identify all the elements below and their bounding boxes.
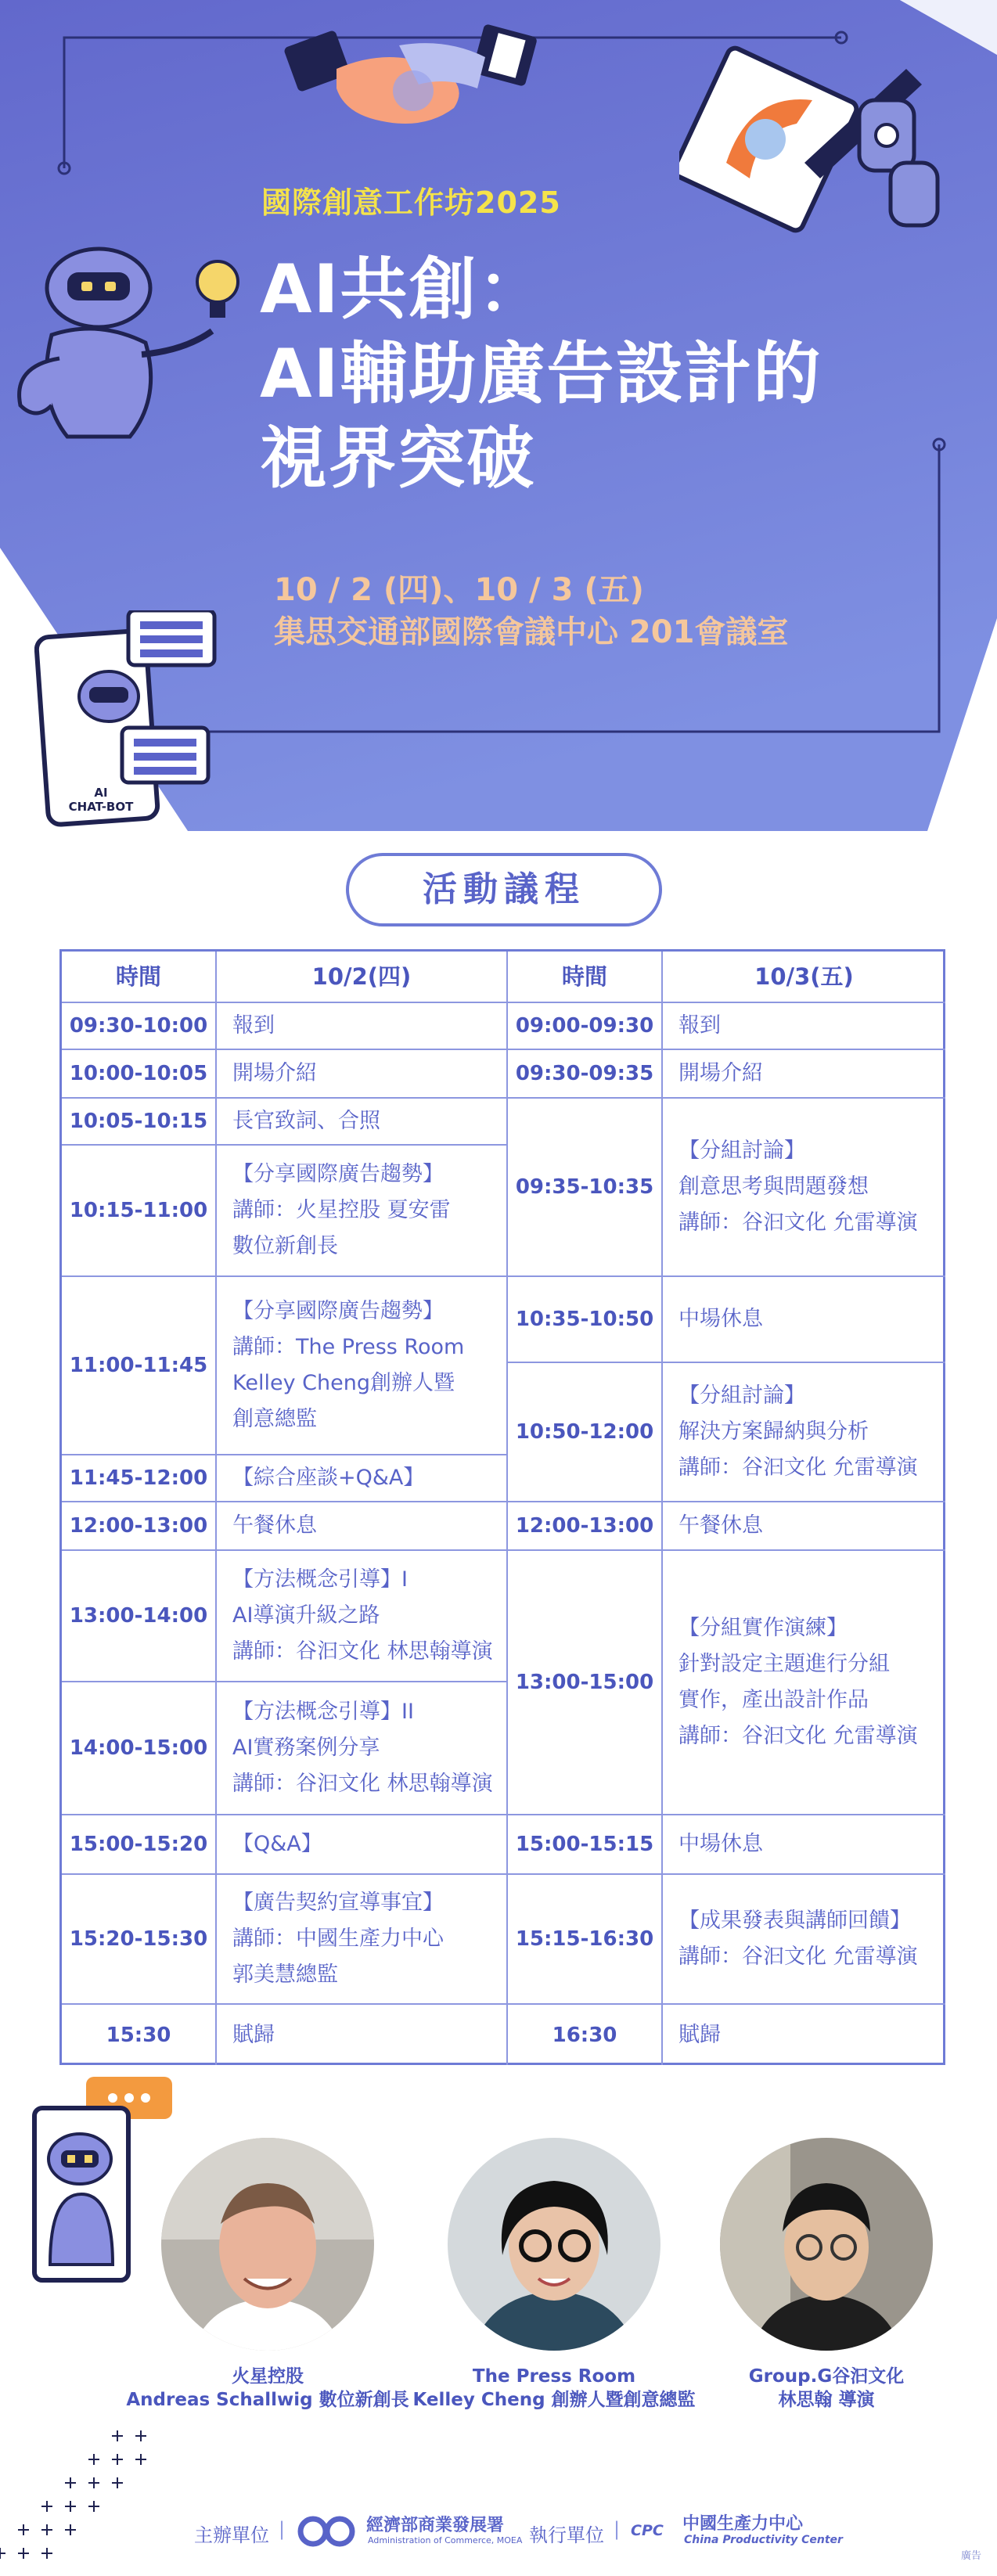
exec-org: 中國生產力中心	[682, 2514, 804, 2534]
table-row-session	[217, 1277, 508, 1455]
schedule-table	[59, 949, 945, 2065]
table-row-time: 09:30-09:35	[508, 1050, 663, 1099]
session-line: 【分享國際廣告趨勢】	[232, 1162, 444, 1186]
table-row-time: 15:15-16:30	[508, 1875, 663, 2005]
session-line: 【分組討論】	[678, 1139, 805, 1163]
table-row-session	[663, 2005, 945, 2065]
session-line: 【分組討論】	[678, 1383, 805, 1408]
table-row-time: 11:45-12:00	[62, 1455, 217, 1502]
session-line: 中場休息	[678, 1307, 763, 1331]
host-org-en: Administration of Commerce, MOEA	[368, 2535, 523, 2545]
handshake-icon	[282, 14, 540, 147]
session-line: 中場休息	[678, 1832, 763, 1856]
table-row-time: 13:00-14:00	[62, 1551, 217, 1682]
table-row-time: 13:00-15:00	[508, 1551, 663, 1815]
table-row-session	[663, 1875, 945, 2005]
session-line: AI導演升級之路	[232, 1603, 380, 1628]
exec-label: 執行單位	[529, 2524, 604, 2546]
speaker-name-title: 林思翰 導演	[778, 2390, 875, 2410]
session-line: 【分組實作演練】	[678, 1616, 848, 1640]
session-line: 講師：谷汩文化 允雷導演	[678, 1211, 918, 1235]
table-row-time: 09:35-10:35	[508, 1099, 663, 1277]
session-line: 【方法概念引導】II	[232, 1700, 414, 1724]
session-line: 【Q&A】	[232, 1832, 322, 1856]
table-row-session	[217, 1146, 508, 1277]
session-line: 創意思考與問題發想	[678, 1175, 869, 1199]
table-row-session	[663, 1502, 945, 1551]
chatbot-label	[58, 786, 144, 814]
table-row-time: 11:00-11:45	[62, 1277, 217, 1455]
session-line: 數位新創長	[232, 1234, 338, 1258]
table-row-time: 10:00-10:05	[62, 1050, 217, 1099]
session-line: 講師：谷汩文化 允雷導演	[678, 1724, 918, 1748]
exec-org-en: China Productivity Center	[684, 2534, 843, 2546]
chatbot-label-line2: CHAT-BOT	[68, 800, 134, 814]
speaker-caption-1	[125, 2365, 410, 2412]
table-row-session	[217, 1551, 508, 1682]
session-line: 創意總監	[232, 1407, 317, 1431]
table-row-time: 14:00-15:00	[62, 1682, 217, 1815]
hero-subtitle: 國際創意工作坊2025	[261, 185, 561, 220]
session-line: 講師：The Press Room	[232, 1335, 465, 1359]
table-row-time: 15:30	[62, 2005, 217, 2065]
hero-title-line-2: AI輔助廣告設計的	[260, 335, 822, 413]
table-row-session	[663, 1099, 945, 1277]
table-row-session	[663, 1003, 945, 1050]
divider: |	[614, 2518, 621, 2540]
ad-mark: 廣告	[960, 2550, 981, 2562]
table-row-session	[663, 1815, 945, 1875]
speaker-caption-2	[407, 2365, 701, 2412]
table-row-time: 10:15-11:00	[62, 1146, 217, 1277]
table-row-session	[217, 2005, 508, 2065]
agenda-heading: 活動議程	[346, 853, 662, 926]
session-line: 報到	[678, 1013, 721, 1038]
session-line: 午餐休息	[678, 1513, 763, 1538]
session-line: 郭美慧總監	[232, 1963, 338, 1987]
moea-logo-icon	[296, 2513, 358, 2549]
divider: |	[279, 2518, 286, 2540]
table-row-time: 12:00-13:00	[508, 1502, 663, 1551]
speaker-name-title: Kelley Cheng 創辦人暨創意總監	[412, 2390, 696, 2410]
session-line: 報到	[232, 1013, 275, 1038]
table-header-day1: 10/2(四)	[217, 952, 508, 1003]
host-org: 經濟部商業發展署	[366, 2516, 505, 2535]
table-row-time: 10:05-10:15	[62, 1099, 217, 1146]
session-line: 【方法概念引導】I	[232, 1567, 408, 1592]
event-venue: 集思交通部國際會議中心 201會議室	[274, 614, 789, 650]
table-row-time: 15:20-15:30	[62, 1875, 217, 2005]
table-row-time: 10:50-12:00	[508, 1363, 663, 1502]
table-row-session	[663, 1277, 945, 1363]
session-line: 【成果發表與講師回饋】	[678, 1909, 911, 1933]
session-line: 長官致詞、合照	[232, 1109, 380, 1133]
table-row-time: 09:00-09:30	[508, 1003, 663, 1050]
table-row-session	[217, 1050, 508, 1099]
session-line: 實作，產出設計作品	[678, 1688, 869, 1712]
robot-arm-drawing-icon	[679, 45, 945, 241]
session-line: 針對設定主題進行分組	[678, 1652, 890, 1676]
session-line: 講師：火星控股 夏安雷	[232, 1198, 451, 1222]
table-row-time: 09:30-10:00	[62, 1003, 217, 1050]
speaker-name-title: Andreas Schallwig 數位新創長	[126, 2390, 409, 2410]
table-row-session	[217, 1502, 508, 1551]
session-line: 開場介紹	[678, 1061, 763, 1085]
speaker-org: 火星控股	[232, 2366, 304, 2387]
robot-lightbulb-icon	[5, 241, 255, 452]
table-row-time: 15:00-15:15	[508, 1815, 663, 1875]
footer	[0, 2488, 997, 2567]
session-line: 開場介紹	[232, 1061, 317, 1085]
table-row-session	[663, 1050, 945, 1099]
speaker-caption-3	[712, 2365, 941, 2412]
chatbot-label-line1: AI	[94, 786, 108, 800]
session-line: 午餐休息	[232, 1513, 317, 1538]
chat-robot-icon	[27, 2069, 183, 2284]
hero-banner	[0, 0, 997, 837]
cpc-logo-icon: CPC	[631, 2522, 664, 2539]
table-row-session	[217, 1003, 508, 1050]
table-row-session	[217, 1875, 508, 2005]
speaker-photo-3	[720, 2138, 933, 2351]
event-date: 10 / 2 (四)、10 / 3 (五)	[274, 572, 644, 608]
speaker-photo-1	[161, 2138, 374, 2351]
table-row-session	[663, 1551, 945, 1815]
session-line: 【分享國際廣告趨勢】	[232, 1299, 444, 1323]
table-row-time: 10:35-10:50	[508, 1277, 663, 1363]
table-row-session	[217, 1682, 508, 1815]
session-line: Kelley Cheng創辦人暨	[232, 1371, 455, 1395]
session-line: 講師：谷汩文化 允雷導演	[678, 1455, 918, 1480]
table-header-day2: 10/3(五)	[663, 952, 945, 1003]
speaker-org: The Press Room	[472, 2366, 636, 2387]
table-row-time: 12:00-13:00	[62, 1502, 217, 1551]
session-line: 賦歸	[678, 2022, 721, 2047]
session-line: AI實務案例分享	[232, 1736, 380, 1760]
speaker-org: Group.G谷汩文化	[748, 2366, 905, 2387]
table-row-session	[217, 1455, 508, 1502]
hero-title-line-3: 視界突破	[260, 419, 535, 498]
table-row-session	[663, 1363, 945, 1502]
speaker-photo-2	[448, 2138, 660, 2351]
hero-title	[260, 247, 933, 501]
session-line: 講師：谷汩文化 林思翰導演	[232, 1639, 493, 1664]
table-row-time: 16:30	[508, 2005, 663, 2065]
session-line: 解決方案歸納與分析	[678, 1419, 869, 1444]
session-line: 賦歸	[232, 2022, 275, 2047]
table-header-time-day1: 時間	[62, 952, 217, 1003]
session-line: 講師：中國生產力中心	[232, 1927, 444, 1951]
session-line: 【綜合座談+Q&A】	[232, 1466, 425, 1490]
table-row-session	[217, 1815, 508, 1875]
hero-title-line-1: AI共創：	[260, 250, 547, 329]
table-row-session	[217, 1099, 508, 1146]
table-row-time: 15:00-15:20	[62, 1815, 217, 1875]
session-line: 【廣告契約宣導事宜】	[232, 1891, 444, 1915]
table-header-time-day2: 時間	[508, 952, 663, 1003]
session-line: 講師：谷汩文化 林思翰導演	[232, 1772, 493, 1796]
session-line: 講師：谷汩文化 允雷導演	[678, 1945, 918, 1969]
host-label: 主辦單位	[194, 2524, 269, 2546]
